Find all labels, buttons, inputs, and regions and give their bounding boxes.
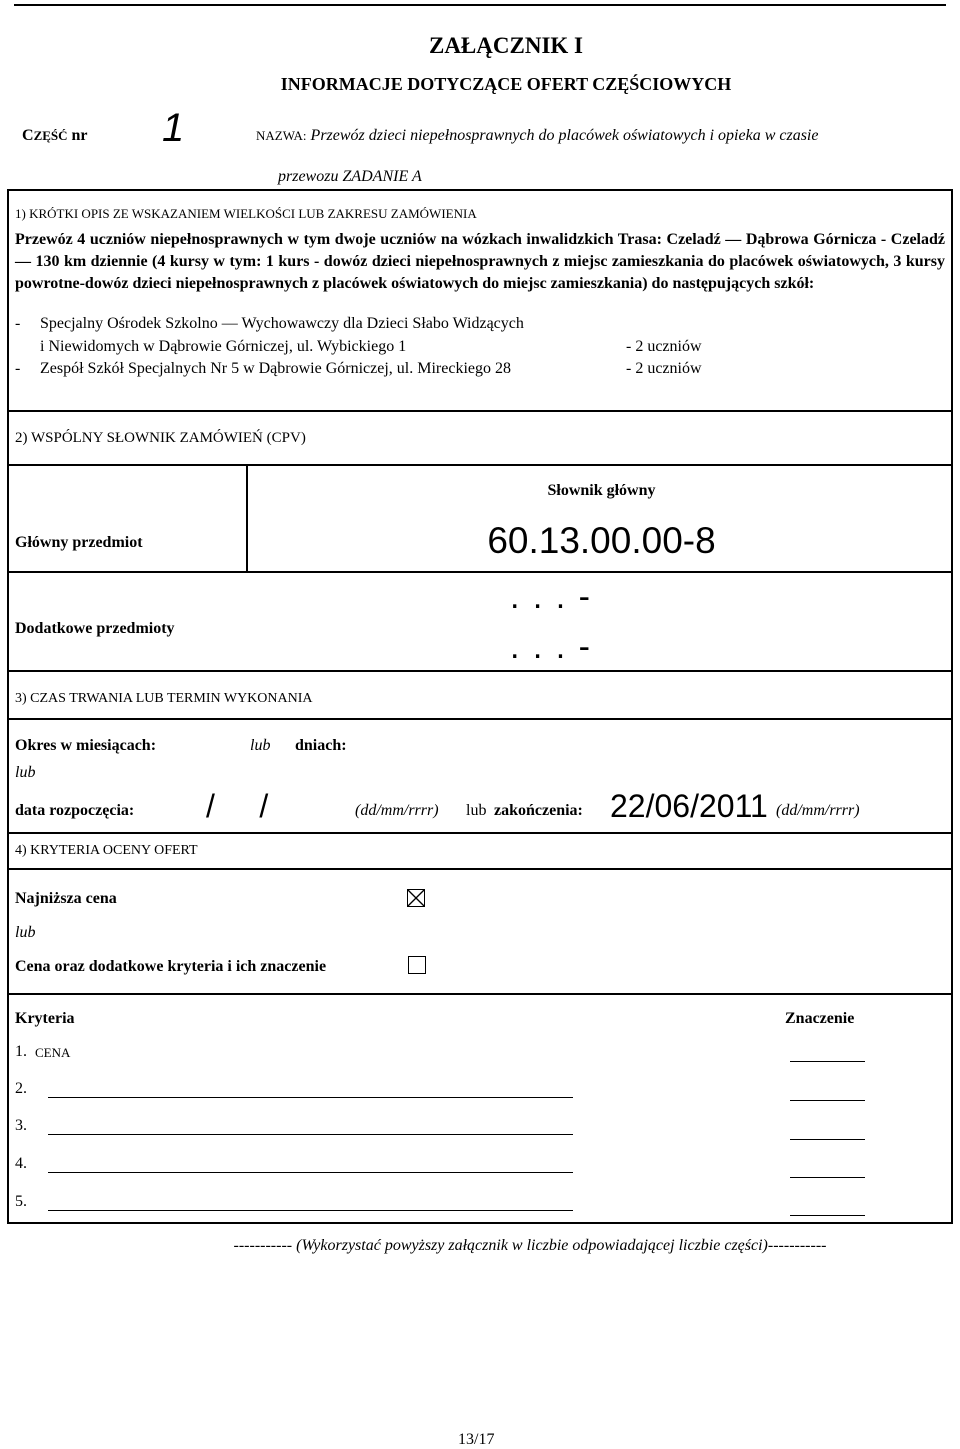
end-date-value: 22/06/2011 (610, 788, 768, 824)
criterion-3-field[interactable] (48, 1134, 573, 1135)
checked-x-icon (408, 890, 424, 906)
part-number: 1 (162, 106, 185, 150)
end-date-label: zakończenia: (494, 802, 583, 819)
form-right-border (951, 189, 953, 1224)
part-name-value: Przewóz dzieci niepełnosprawnych do placówek oświatowych i opieka w czasie (310, 127, 819, 144)
document-subtitle: INFORMACJE DOTYCZĄCE OFERT CZĘŚCIOWYCH (280, 74, 732, 94)
criterion-1-weight-field[interactable] (790, 1061, 865, 1062)
criterion-3-number: 3. (15, 1117, 27, 1134)
section3-heading: 3) CZAS TRWANIA LUB TERMIN WYKONANIA (15, 691, 313, 706)
criteria-header: Kryteria (15, 1010, 75, 1027)
section3-bottom-rule (7, 832, 953, 834)
page-number: 13/17 (458, 1431, 495, 1448)
cpv-table-top (7, 464, 953, 466)
criterion-1-number: 1. (15, 1043, 27, 1060)
section1-description: Przewóz 4 uczniów niepełnosprawnych w tym dwoje uczniów na wózkach inwalidzkich Trasa: Czeladź — Dąbrowa Górnicza - Czeladź — 130 km dziennie (4 kursy w tym: 1 kurs - dowóz dzieci niepełnosprawnych z miejsc zamieszkania do placówek oświatowych, 3 kursy powrotne-dowóz dzieci niepełnosprawnych z placówek oświatowych do miejsc zamieszkania) do następujących szkół: (15, 231, 945, 292)
start-date-label: data rozpoczęcia: (15, 802, 135, 819)
cpv-additional-label: Dodatkowe przedmioty (15, 620, 175, 637)
criterion-5-weight-field[interactable] (790, 1215, 865, 1216)
or-label-2: lub (15, 764, 36, 781)
section1-heading: 1) KRÓTKI OPIS ZE WSKAZANIEM WIELKOŚCI LUB ZAKRESU ZAMÓWIENIA (15, 206, 477, 221)
lowest-price-checkbox[interactable] (407, 889, 425, 907)
criterion-2-weight-field[interactable] (790, 1100, 865, 1101)
section1-bottom-rule (7, 410, 953, 412)
criterion-lowest-price-label: Najniższa cena (15, 890, 117, 907)
form-bottom-border (7, 1222, 953, 1224)
cpv-additional-code-1: . . . - (510, 578, 592, 616)
footer-note: ----------- (Wykorzystać powyższy załącznik w liczbie odpowiadającej liczbie części)----------- (233, 1237, 827, 1254)
part-name-continued: przewozu ZADANIE A (278, 168, 422, 185)
cpv-additional-code-2: . . . - (510, 628, 592, 666)
criterion-4-field[interactable] (48, 1172, 573, 1173)
school1-dash: - (15, 315, 21, 332)
section4-top-rule (7, 868, 953, 870)
school1-line1: Specjalny Ośrodek Szkolno — Wychowawczy dla Dzieci Słabo Widzących (40, 315, 524, 332)
cpv-column-header: Słownik główny (547, 482, 656, 499)
part-name-label: NAZWA: (256, 128, 307, 143)
price-and-criteria-checkbox[interactable] (408, 956, 426, 974)
cpv-main-label: Główny przedmiot (15, 534, 143, 551)
criterion-3-weight-field[interactable] (790, 1139, 865, 1140)
section2-bottom-rule (7, 670, 953, 672)
school2-count: - 2 uczniów (626, 360, 702, 377)
criterion-5-field[interactable] (48, 1210, 573, 1211)
criteria-table-top (7, 993, 953, 995)
or-label-4: lub (15, 924, 36, 941)
criterion-5-number: 5. (15, 1193, 27, 1210)
part-label: CZĘŚĆ nr (22, 127, 88, 144)
section3-top-rule (7, 718, 953, 720)
school2-dash: - (15, 360, 21, 377)
criterion-2-number: 2. (15, 1080, 27, 1097)
cpv-main-code: 60.13.00.00-8 (487, 520, 716, 561)
form-top-border (7, 189, 953, 191)
date-format-1: (dd/mm/rrrr) (355, 802, 439, 819)
criterion-2-field[interactable] (48, 1097, 573, 1098)
school2-line1: Zespół Szkół Specjalnych Nr 5 w Dąbrowie Górniczej, ul. Mireckiego 28 (40, 360, 511, 377)
document-title: ZAŁĄCZNIK I (428, 33, 583, 58)
section2-heading: 2) WSPÓLNY SŁOWNIK ZAMÓWIEŃ (CPV) (15, 430, 306, 446)
criterion-4-number: 4. (15, 1155, 27, 1172)
criterion-1-label: CENA (35, 1045, 71, 1060)
form-left-border (7, 189, 9, 1224)
school1-line2: i Niewidomych w Dąbrowie Górniczej, ul. Wybickiego 1 (40, 338, 407, 355)
section4-heading: 4) KRYTERIA OCENY OFERT (15, 843, 198, 858)
start-date-value: / / (206, 788, 269, 824)
part-label-text: ZĘŚĆ (33, 128, 68, 143)
top-rule (14, 4, 946, 6)
or-label-3: lub (466, 802, 487, 819)
criterion-4-weight-field[interactable] (790, 1177, 865, 1178)
cpv-row-divider (7, 571, 953, 573)
date-format-2: (dd/mm/rrrr) (776, 802, 860, 819)
part-name (256, 127, 818, 145)
or-label-1: lub (250, 737, 271, 754)
school1-count: - 2 uczniów (626, 338, 702, 355)
months-label: Okres w miesiącach: (15, 737, 157, 754)
weight-header: Znaczenie (785, 1010, 855, 1027)
criterion-price-and-more-label: Cena oraz dodatkowe kryteria i ich znaczenie (15, 958, 327, 975)
days-label: dniach: (295, 737, 347, 754)
